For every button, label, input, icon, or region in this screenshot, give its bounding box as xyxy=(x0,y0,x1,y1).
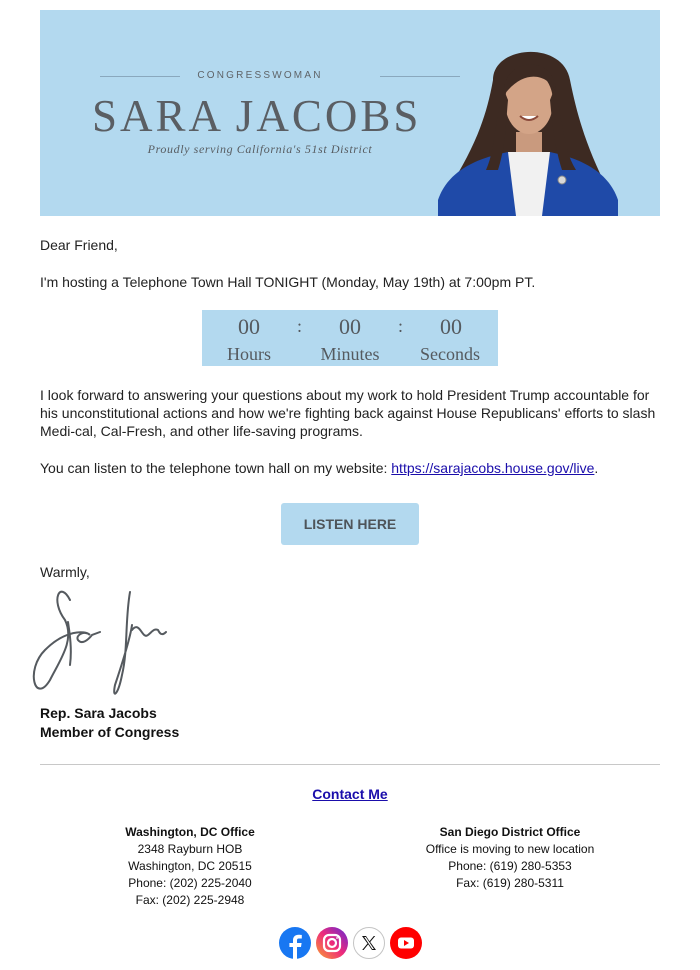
countdown-timer xyxy=(202,310,498,366)
sd-office-title: San Diego District Office xyxy=(439,825,581,839)
dc-office xyxy=(70,824,310,909)
contact-section xyxy=(0,786,700,802)
countdown-hours: 00 xyxy=(238,314,260,339)
portrait-photo xyxy=(438,40,618,216)
header-banner xyxy=(40,10,660,216)
instagram-icon[interactable] xyxy=(316,927,348,959)
listen-suffix: . xyxy=(594,460,599,476)
x-icon[interactable] xyxy=(353,927,385,959)
header-name: SARA JACOBS xyxy=(92,91,422,141)
sd-office xyxy=(390,824,630,892)
dc-office-title: Washington, DC Office xyxy=(125,825,255,839)
countdown-minutes-label: Minutes xyxy=(320,344,380,364)
countdown-seconds-label: Seconds xyxy=(420,344,480,364)
countdown-minutes: 00 xyxy=(339,314,361,339)
signature-image xyxy=(30,580,170,705)
body-paragraph: I look forward to answering your questions about my work to hold President Trump accountable for his unconstitutional actions and how we're fighting back against House Republicans' efforts to slash Medi-cal, Cal-Fresh, and other life-saving programs. xyxy=(40,387,656,439)
countdown-hours-label: Hours xyxy=(227,344,271,364)
dc-office-address-1: 2348 Rayburn HOB xyxy=(137,842,243,856)
intro-text: I'm hosting a Telephone Town Hall TONIGHT (Monday, May 19th) at 7:00pm PT. xyxy=(40,274,536,290)
countdown-separator: : xyxy=(398,316,404,336)
facebook-icon[interactable] xyxy=(279,927,311,959)
contact-me-link[interactable]: Contact Me xyxy=(312,786,388,802)
header-eyebrow: CONGRESSWOMAN xyxy=(197,70,323,81)
sign-off: Warmly, xyxy=(40,564,90,580)
dc-office-phone: Phone: (202) 225-2040 xyxy=(128,876,252,890)
sd-office-note: Office is moving to new location xyxy=(425,842,595,856)
countdown-separator: : xyxy=(297,316,303,336)
signer-role: Member of Congress xyxy=(40,724,180,740)
dc-office-address-2: Washington, DC 20515 xyxy=(128,859,252,873)
header-tagline: Proudly serving California's 51st District xyxy=(147,142,373,156)
youtube-icon[interactable] xyxy=(390,927,422,959)
footer-divider xyxy=(40,764,660,765)
greeting: Dear Friend, xyxy=(40,237,118,253)
signer-name: Rep. Sara Jacobs xyxy=(40,705,157,721)
sd-office-phone: Phone: (619) 280-5353 xyxy=(448,859,572,873)
sd-office-fax: Fax: (619) 280-5311 xyxy=(456,876,564,890)
live-link[interactable]: https://sarajacobs.house.gov/live xyxy=(391,460,595,476)
countdown-seconds: 00 xyxy=(440,314,462,339)
listen-here-button[interactable]: LISTEN HERE xyxy=(281,503,419,545)
listen-text xyxy=(40,459,660,477)
listen-prefix: You can listen to the telephone town hall on my website: xyxy=(40,460,392,476)
dc-office-fax: Fax: (202) 225-2948 xyxy=(135,893,245,907)
